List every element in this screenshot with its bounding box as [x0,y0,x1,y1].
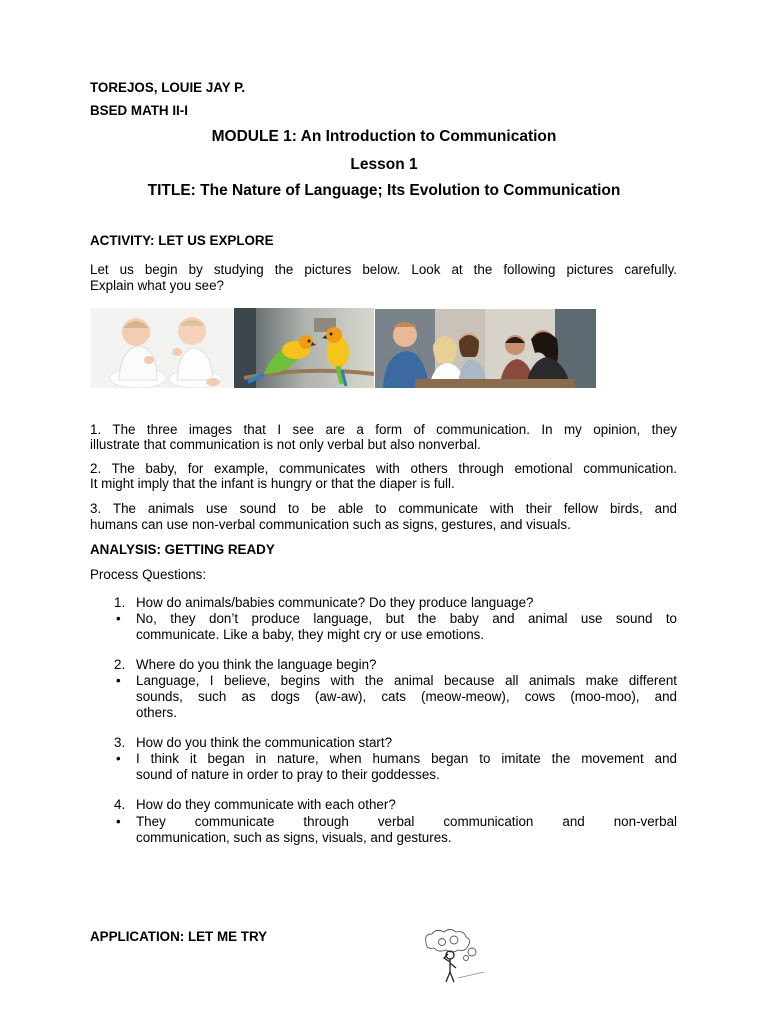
activity-heading: ACTIVITY: LET US EXPLORE [90,233,274,248]
answer-1-line2: illustrate that communication is not only verbal but also nonverbal. [90,437,481,452]
answer-3-line2: humans can use non-verbal communication such as signs, gestures, and visuals. [90,517,571,532]
activity-intro-line2: Explain what you see? [90,278,224,293]
answer-q2-line2: sounds, such as dogs (aw-aw), cats (meow-meow), cows (moo-moo), and [136,689,677,704]
question-number-3: 3. [114,735,126,750]
student-name: TOREJOS, LOUIE JAY P. [90,80,246,95]
people-talking-photo [375,309,596,388]
bullet-1: • [116,611,121,626]
analysis-heading: ANALYSIS: GETTING READY [90,542,275,557]
document-title: TITLE: The Nature of Language; Its Evolution to Communication [147,182,621,199]
bullet-2: • [116,673,121,688]
answer-q1-line1: No, they don’t produce language, but the baby and animal use sound to [136,611,677,626]
parrots-photo [234,308,374,388]
question-number-4: 4. [114,797,126,812]
answer-2-line1: 2. The baby, for example, communicates with others through emotional communication. [90,461,677,476]
question-1: How do animals/babies communicate? Do they produce language? [136,595,534,610]
answer-q2-line1: Language, I believe, begins with the animal because all animals make different [136,673,677,688]
answer-2-line2: It might imply that the infant is hungry or that the diaper is full. [90,476,455,491]
activity-intro-line1: Let us begin by studying the pictures below. Look at the following pictures carefully. [90,262,677,277]
bullet-4: • [116,814,121,829]
answer-3-line1: 3. The animals use sound to be able to communicate with their fellow birds, and [90,501,677,516]
application-heading: APPLICATION: LET ME TRY [90,929,268,944]
question-4: How do they communicate with each other? [136,797,396,812]
module-title: MODULE 1: An Introduction to Communication [211,128,557,145]
answer-1-line1: 1. The three images that I see are a form of communication. In my opinion, they [90,422,677,437]
question-2: Where do you think the language begin? [136,657,377,672]
babies-photo [91,308,233,388]
answer-q1-line2: communicate. Like a baby, they might cry or use emotions. [136,627,485,642]
answer-q4-line1: They communicate through verbal communication and non-verbal [136,814,677,829]
answer-q2-line3: others. [136,705,177,720]
answer-q3-line1: I think it began in nature, when humans began to imitate the movement and [136,751,677,766]
answer-q4-line2: communication, such as signs, visuals, and gestures. [136,830,452,845]
question-3: How do you think the communication start? [136,735,393,750]
student-course: BSED MATH II-I [90,103,188,118]
process-questions-label: Process Questions: [90,567,207,582]
answer-q3-line2: sound of nature in order to pray to their goddesses. [136,767,440,782]
question-number-2: 2. [114,657,126,672]
question-number-1: 1. [114,595,126,610]
lesson-title: Lesson 1 [350,156,418,173]
thinking-figure-icon [420,928,490,984]
bullet-3: • [116,751,121,766]
